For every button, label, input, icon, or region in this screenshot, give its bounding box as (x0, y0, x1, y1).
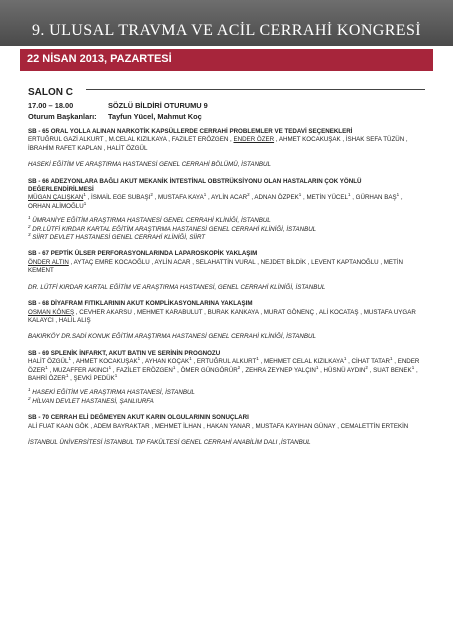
session-chairs-label: Oturum Başkanları: (28, 112, 97, 121)
affiliation-item: $^2$ HİLVAN DEVLET HASTANESİ, ŞANLIURFA (28, 395, 154, 405)
congress-title: 9. ULUSAL TRAVMA VE ACİL CERRAHİ KONGRESİ (31, 22, 422, 39)
affiliation-item: $^1$ ÜMRANİYE EĞİTİM ARAŞTIRMA HASTANESİ GENEL CERRAHİ KLİNİĞİ, İSTANBUL (28, 215, 271, 225)
affiliation-number: 1 (83, 200, 87, 206)
presenting-author: OSMAN KÖNEŞ (28, 308, 75, 316)
affiliation-item: $^2$ DR.LÜTFİ KIRDAR KARTAL EĞİTİM ARAŞTIRMA HASTANESİ GENEL CERRAHİ KLİNİĞİ, İSTANBUL (28, 223, 317, 233)
affiliation-number: 2 (247, 192, 250, 198)
paper-title: SB - 70 CERRAH ELİ DEĞMEYEN AKUT KARIN OLGULARININ SONUÇLARI (28, 414, 249, 422)
author-name: , ENDER ÖZER (28, 358, 420, 374)
paper-sb70 (28, 414, 425, 447)
paper-authors (28, 136, 425, 153)
author-name: , ADNAN ÖZPEK (251, 194, 299, 202)
session-info (28, 100, 425, 122)
author-name: , AYHAN KOÇAK (141, 358, 190, 366)
date-bar (20, 49, 433, 71)
paper-affiliation: BAKIRKÖY DR.SADİ KONUK EĞİTİM ARAŞTIRMA HASTANESİ GENEL CERRAHİ KLİNİĞİ, İSTANBUL (28, 333, 316, 341)
author-name: , ERTUĞRUL ALKURT (193, 358, 257, 366)
author-name: , CİHAT TATAR (348, 358, 391, 366)
paper-affiliation: İSTANBUL ÜNİVERSİTESİ İSTANBUL TIP FAKÜLTESİ GENEL CERRAHİ ANABİLİM DALI ,İSTANBUL (28, 438, 311, 446)
authors-text: ERTUĞRUL GAZİ ALKURT , M.CELAL KIZILKAYA , FAZILET ERÖZGEN , (28, 136, 234, 144)
affiliation-number: 1 (298, 192, 302, 198)
paper-authors (28, 259, 425, 276)
authors-text: , AYTAÇ EMRE KOCAOĞLU , AYLİN ACAR , SELAHATTİN VURAL , NEJDET BİLDİK , LEVENT KAPTANOĞLU , METİN KEMENT (28, 258, 404, 275)
affiliation-number: 1 (396, 192, 400, 198)
header-banner (0, 0, 453, 46)
author-name: HALİT ÖZGÜL (28, 358, 69, 366)
salon-divider (86, 89, 425, 90)
author-name: , GÜRHAN BAŞ (352, 194, 397, 202)
author-name: , SUAT BENEK (369, 366, 412, 374)
session-time-row (28, 100, 425, 111)
affiliation-number: 1 (68, 356, 71, 362)
paper-sb65 (28, 128, 425, 170)
affiliation-number: 1 (137, 356, 141, 362)
author-name: , ÖMER GÜNGÖRÜR (177, 366, 238, 374)
affiliation-text: ÜMRANİYE EĞİTİM ARAŞTIRMA HASTANESİ GENEL CERRAHİ KLİNİĞİ, İSTANBUL (32, 217, 271, 225)
affiliation-number: 1 (83, 192, 86, 198)
affiliation-number: 1 (347, 192, 351, 198)
session-name: SÖZLÜ BİLDİRİ OTURUMU 9 (108, 101, 208, 110)
author-name: , ZEHRA ZEYNEP YALÇIN (241, 366, 316, 374)
paper-sb66 (28, 178, 425, 243)
author-name: , AHMET KOCAKUŞAK (72, 358, 138, 366)
affiliation-number: 1 (256, 356, 259, 362)
affiliation-number: 1 (189, 356, 192, 362)
affiliation-number: 2 (365, 364, 368, 370)
author-name: , MEHMET CELAL KIZILKAYA (260, 358, 344, 366)
session-chairs-row (28, 111, 425, 122)
affiliation-number: 2 (150, 192, 153, 198)
paper-affiliation: DR. LÜTFİ KIRDAR KARTAL EĞİTİM VE ARAŞTIRMA HASTANESİ, GENEL CERRAHİ KLİNİĞİ, İSTANBUL (28, 283, 326, 291)
authors-text: , AHMET KOCAKUŞAK , İSHAK SEFA TÜZÜN , İBRAHİM RAFET KAPLAN , HALİT ÖZGÜL (28, 136, 408, 152)
paper-sb68 (28, 300, 425, 342)
affiliation-text: SİİRT DEVLET HASTANESİ GENEL CERRAHİ KLİNİĞİ, SİİRT (32, 234, 206, 242)
paper-affiliation: HASEKİ EĞİTİM VE ARAŞTIRMA HASTANESİ GENEL CERRAHİ BÖLÜMÜ, İSTANBUL (28, 161, 271, 169)
author-name: , ORHAN ALİMOĞLU (28, 194, 403, 210)
paper-authors (28, 309, 425, 326)
affiliation-number: 1 (172, 364, 176, 370)
paper-title: SB - 67 PEPTİK ÜLSER PERFORASYONLARINDA LAPAROSKOPİK YAKLAŞIM (28, 250, 258, 258)
affiliation-number: 1 (343, 356, 347, 362)
paper-title: SB - 69 SPLENİK İNFARKT, AKUT BATIN VE SERİNİN PROGNOZU (28, 349, 221, 357)
author-name: , MUSTAFA KAYA (154, 194, 204, 202)
paper-sb69 (28, 350, 425, 406)
affiliation-item: $^1$ HASEKİ EĞİTİM VE ARAŞTIRMA HASTANESİ, İSTANBUL (28, 387, 195, 397)
paper-affiliations (28, 389, 425, 406)
salon-heading (28, 82, 425, 96)
affiliation-text: DR.LÜTFİ KIRDAR KARTAL EĞİTİM ARAŞTIRMA HASTANESİ GENEL CERRAHİ KLİNİĞİ, İSTANBUL (32, 225, 317, 233)
paper-authors: ALİ FUAT KAAN GÖK , ADEM BAYRAKTAR , MEHMET İLHAN , HAKAN YANAR , MUSTAFA KAYIHAN GÜNAY , CEMALETTİN ERTEKİN (28, 422, 409, 430)
authors-text: , CEVHER AKARSU , MEHMET KARABULUT , BURAK KANKAYA , MURAT GÖNENÇ , ALİ KOCATAŞ , MUSTAFA UYGAR KALAYCI , HALİL ALIŞ (28, 308, 416, 324)
paper-authors (28, 358, 425, 383)
author-name: , BAHRİ ÖZER (28, 366, 418, 382)
author-name: , MUZAFFER AKINCI (49, 366, 109, 374)
affiliation-number: 1 (108, 364, 112, 370)
affiliation-number: 1 (203, 192, 207, 198)
salon-title: SALON C (28, 87, 73, 98)
paper-title: SB - 65 ORAL YOLLA ALINAN NARKOTİK KAPSÜLLERDE CERRAHİ PROBLEMLER VE TEDAVİ SEÇENEKLERİ (28, 128, 353, 135)
affiliation-number: 2 (237, 364, 241, 370)
affiliation-text: HİLVAN DEVLET HASTANESİ, ŞANLIURFA (32, 397, 154, 405)
author-name: , HÜSNÜ AYDIN (320, 366, 366, 374)
paper-authors (28, 194, 425, 211)
paper-sb67 (28, 250, 425, 292)
affiliation-number: 1 (45, 364, 48, 370)
presenting-author: ENDER ÖZER (233, 136, 275, 144)
author-name: , ŞEVKİ PEDÜK (70, 374, 115, 382)
affiliation-number: 1 (411, 364, 415, 370)
affiliation-number: 1 (315, 364, 319, 370)
paper-title: SB - 68 DİYAFRAM FITIKLARININ AKUT KOMPLİKASYONLARINA YAKLAŞIM (28, 300, 253, 308)
session-date: 22 NİSAN 2013, PAZARTESİ (27, 53, 172, 65)
affiliation-text: HASEKİ EĞİTİM VE ARAŞTIRMA HASTANESİ, İSTANBUL (32, 389, 195, 397)
author-name: , FAZİLET ERÖZGEN (112, 366, 173, 374)
author-name: , AYLİN ACAR (207, 194, 248, 202)
paper-affiliations (28, 217, 425, 242)
author-name: , METİN YÜCEL (303, 194, 348, 202)
affiliation-item: $^3$ SİİRT DEVLET HASTANESİ GENEL CERRAHİ KLİNİĞİ, SİİRT (28, 232, 206, 242)
paper-list (28, 128, 425, 455)
session-chairs: Tayfun Yücel, Mahmut Koç (108, 112, 202, 121)
affiliation-number: 1 (65, 372, 69, 378)
session-time: 17.00 – 18.00 (28, 101, 74, 110)
paper-title: SB - 66 ADEZYONLARA BAĞLI AKUT MEKANİK İNTESTİNAL OBSTRÜKSİYONU OLAN HASTALARIN ÇOK YÖNLÜ DEĞERLENDİRİLMESİ (28, 177, 362, 194)
author-name: , İSMAİL EGE SUBAŞI (87, 194, 151, 202)
presenting-author: ÖNDER ALTIN (28, 258, 69, 266)
affiliation-number: 1 (114, 372, 118, 378)
affiliation-number: 1 (390, 356, 393, 362)
presenting-author: MÜGAN ÇALIŞKAN (28, 194, 84, 202)
